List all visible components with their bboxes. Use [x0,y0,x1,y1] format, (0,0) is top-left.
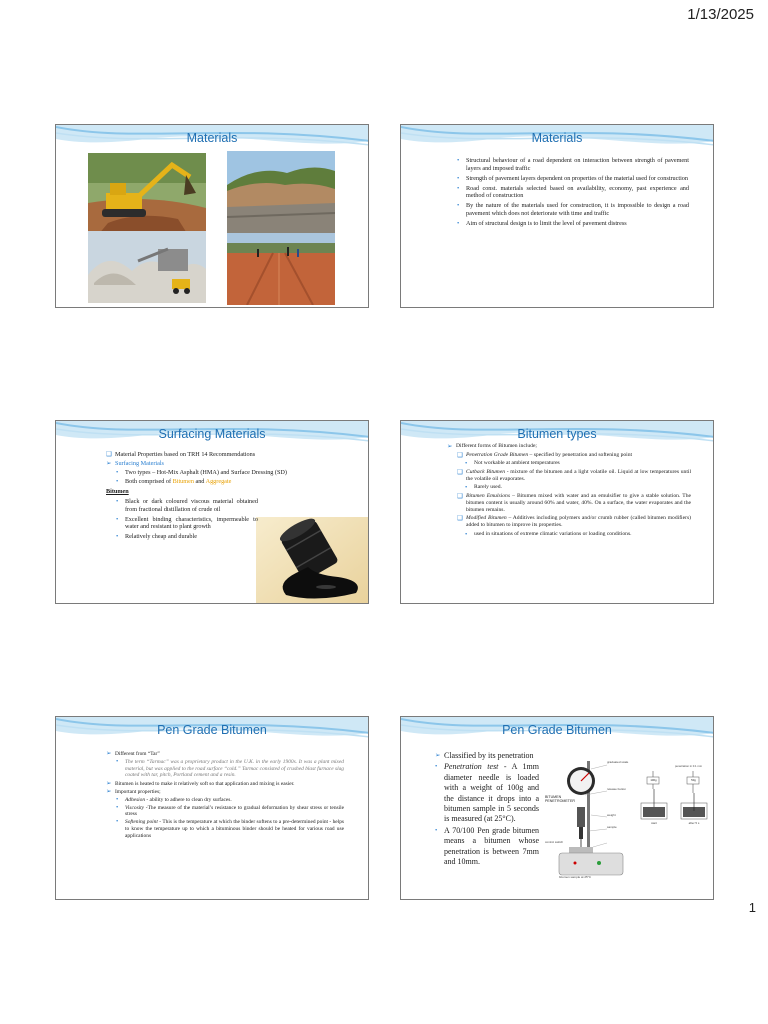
diagram-weight-left: 100g [650,778,657,782]
list-item: ➢ Different forms of Bitumen include; [447,443,537,450]
list-item: ➢ Bitumen is heated to make it relatively soft so that application and mixing is easier. [106,779,295,787]
square-bullet-icon: ❑ [106,451,112,458]
bitumen-types-list [447,443,691,538]
square-bullet-icon: ❑ [457,515,463,522]
penetrometer-figure [545,755,639,881]
list-item: • Structural behaviour of a road dependent on interaction between strength of pavement layers and imposed traffic [457,157,689,172]
bullet-icon: • [116,818,119,826]
bullet-icon: • [465,460,468,467]
list-item: • The term “Tarmac” was a proprietary product in the U.K. in the early 1900s. It was a plant mixed material, but was applied to the road surface “cold.” Tarmac consisted of crushed blast furnace slag coated with tar, pitch, Portland cement and a resin. [116,757,344,779]
bullet-icon: • [116,515,119,523]
excavator-photo [88,153,206,235]
list-item: • A 70/100 Pen grade bitumen means a bitumen whose penetration is between 7mm and 10mm. [435,825,539,867]
surfacing-list [106,451,316,486]
bitumen-heading: Bitumen [106,488,129,496]
diagram-weight-right: 50g [691,778,696,782]
slide-title: Bitumen types [517,427,597,441]
list-item: • Strength of pavement layers dependent on properties of the material used for construction [457,174,688,182]
list-item: • Not workable at ambient temperatures [465,460,560,467]
arrow-bullet-icon: ➢ [447,443,453,450]
list-item: • Aim of structural design is to limit the level of pavement distress [457,220,627,228]
list-item: ➢ Surfacing Materials [106,460,164,468]
bullet-icon: • [435,826,438,834]
materials-bullet-list [457,157,689,228]
bullet-icon: • [457,220,460,228]
diagram-penetration-label: penetration in 0.1 mm [675,764,703,768]
road-cutting-photo [227,151,335,233]
square-bullet-icon: ❑ [457,492,463,500]
diagram-after-label: after 5 s [688,821,700,825]
figure-callout-sample: sample [607,825,617,829]
slide-title: Materials [186,131,238,145]
list-item: • By the nature of the materials used for construction, it is impossible to design a road pavement which does not deteriorate with time and traffic [457,202,689,218]
list-item: • Two types – Hot-Mix Asphalt (HMA) and Surface Dressing (SD) [116,469,287,477]
bullet-icon: • [457,184,460,192]
bullet-icon: • [116,469,119,477]
list-item: • Rarely used. [465,484,502,491]
arrow-bullet-icon: ➢ [106,779,112,787]
list-item: ❑ Cutback Bitumen - mixture of the bitumen and a light volatile oil. Liquid at low temperatures until the volatile oil evaporates. [457,468,692,482]
bullet-icon: • [116,795,119,803]
list-item: • Adhesion - ability to adhere to clean dry surfaces. [116,795,232,803]
slide-title: Pen Grade Bitumen [157,723,267,737]
list-item: ❑ Penetration Grade Bitumen – specified by penetration and softening point [457,451,633,459]
list-item: • Softening point - This is the temperature at which the binder softens to a pre-determined point - helps to know the temperature up to which a bituminous binder should be heated for various road use applications [116,818,344,839]
pen-test-list [435,751,539,867]
list-item: ❑ Material Properties based on TRH 14 Recommendations [106,451,256,458]
list-item: • used in situations of extreme climatic variations or loading conditions. [465,530,632,538]
square-bullet-icon: ❑ [457,468,463,476]
slide-title: Surfacing Materials [158,427,266,441]
bullet-icon: • [465,484,468,491]
bullet-icon: • [116,803,119,811]
penetration-diagram [639,763,711,835]
laterite-road-photo [227,233,335,305]
figure-callout-switch: control switch [545,840,564,844]
arrow-bullet-icon: ➢ [106,787,112,795]
aggregate-plant-photo [88,231,206,303]
list-item: • Relatively cheap and durable [116,533,197,541]
bullet-icon: • [116,478,119,486]
list-item: ➢ Important properties; [106,787,161,795]
slide-pen-grade-properties [55,716,369,900]
bullet-icon: • [116,533,119,541]
bullet-icon: • [457,202,460,210]
figure-callout-weight: weight [607,813,616,817]
list-item: ➢ Different from “Tar” [106,750,160,757]
bullet-icon: • [116,497,119,505]
figure-callout-release: release button [607,787,627,791]
figure-callout-scale: graduated scale [607,760,629,764]
bitumen-list [106,498,258,541]
arrow-bullet-icon: ➢ [435,752,441,759]
bullet-icon: • [457,174,460,182]
slide-materials-text [400,124,714,308]
slide-surfacing-materials [55,420,369,604]
page-number: 1 [748,900,756,915]
list-item: • Black or dark coloured viscous material obtained from fractional distillation of crude oil [116,497,258,513]
arrow-bullet-icon: ➢ [106,460,112,468]
diagram-start-label: start [651,821,657,825]
list-item: • Viscosity -The measure of the material’s resistance to gradual deformation by shear stress or tensile stress [116,803,344,818]
page-date: 1/13/2025 [687,6,754,23]
square-bullet-icon: ❑ [457,451,463,459]
list-item: • Both comprised of Bitumen and Aggregate [116,478,232,486]
figure-label: BITUMEN PENETROMETER [545,795,575,803]
slide-title: Pen Grade Bitumen [502,723,612,737]
list-item: • Penetration test - A 1mm diameter needle is loaded with a weight of 100g and the distance it drops into a bitumen sample in 5 seconds is measured (at 25°C). [435,762,539,824]
list-item: ❑ Modified Bitumen – Additives including polymers and/or crumb rubber (called bitumen modifiers) added to bitumen to improve its properties. [457,515,691,528]
bullet-icon: • [457,157,460,164]
list-item: ➢ Classified by its penetration [435,751,534,760]
figure-callout-temp: bitumen sample at 25°C [559,875,592,879]
list-item: ❑ Bitumen Emulsions – Bitumen mixed with water and an emulsifier to give a stable solution. The bitumen content is usually around 60% and water, 40%. On a surface, the water evaporates and the bitumen remains. [457,492,691,513]
bullet-icon: • [435,763,438,771]
list-item: • Excellent binding characteristics, impermeable to water and resistant to plant growth [116,515,258,531]
slide-pen-grade-test [400,716,714,900]
bullet-icon: • [116,757,119,765]
slide-bitumen-types [400,420,714,604]
slide-title: Materials [531,131,583,145]
pen-grade-list [106,751,344,840]
slide-materials-photos [55,124,369,308]
list-item: • Road const. materials selected based on availability, economy, past experience and method of construction [457,184,689,200]
bullet-icon: • [465,530,468,538]
arrow-bullet-icon: ➢ [106,750,112,757]
